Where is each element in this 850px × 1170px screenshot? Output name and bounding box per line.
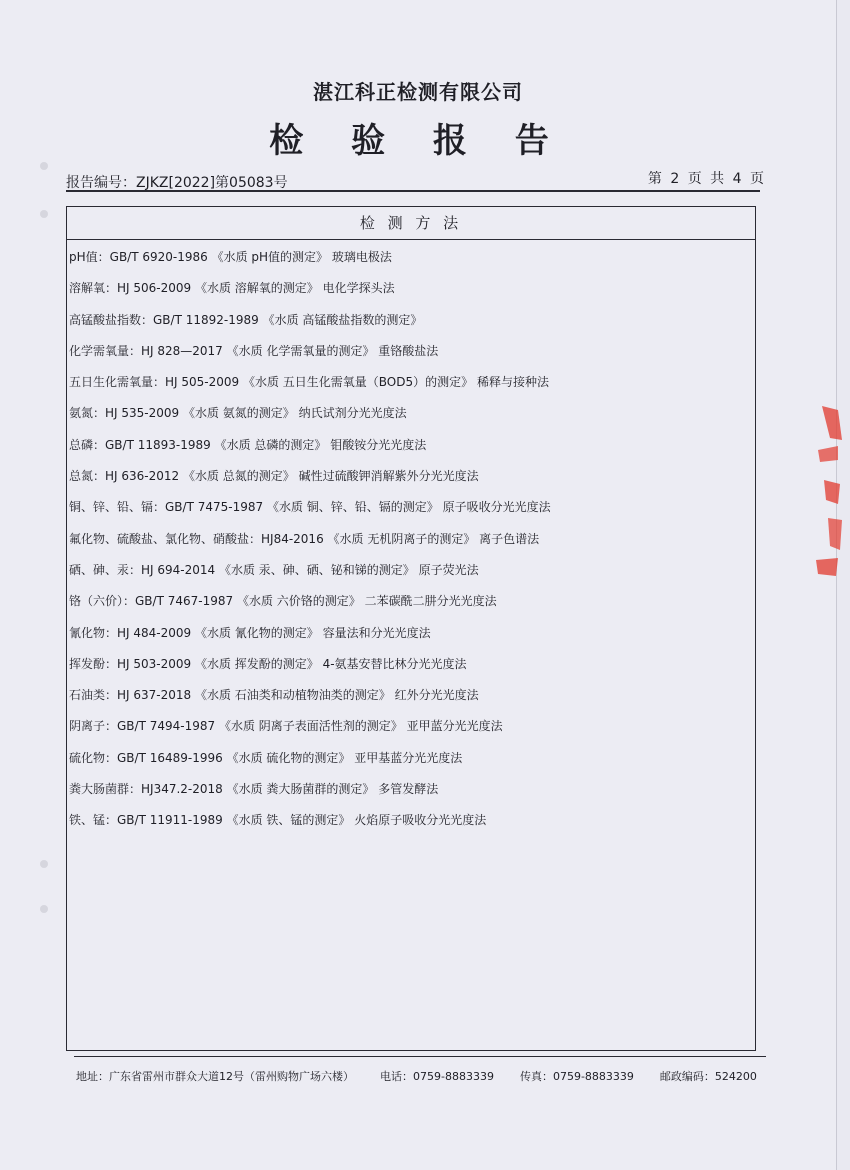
- method-row: 石油类：HJ 637-2018 《水质 石油类和动植物油类的测定》 红外分光光度法: [69, 688, 479, 703]
- page-indicator: 第 2 页 共 4 页: [647, 171, 766, 187]
- company-name: 湛江科正检测有限公司: [313, 80, 523, 104]
- punch-hole: [40, 860, 48, 868]
- method-row: 挥发酚：HJ 503-2009 《水质 挥发酚的测定》 4-氨基安替比林分光光度法: [69, 656, 467, 671]
- method-row: 氨氮：HJ 535-2009 《水质 氨氮的测定》 纳氏试剂分光光度法: [69, 406, 407, 421]
- punch-hole: [40, 162, 48, 170]
- method-row: 硒、砷、汞：HJ 694-2014 《水质 汞、砷、硒、铋和锑的测定》 原子荧光法: [69, 562, 479, 577]
- report-number: 报告编号：ZJKZ[2022]第05083号: [66, 175, 288, 191]
- punch-hole: [40, 210, 48, 218]
- report-title: 检 验 报 告: [269, 121, 567, 161]
- footer-phone: 电话：0759-8883339: [380, 1070, 494, 1083]
- footer: [76, 1068, 766, 1084]
- footer-fax: 传真：0759-8883339: [519, 1070, 634, 1083]
- method-row: 总氮：HJ 636-2012 《水质 总氮的测定》 碱性过硫酸钾消解紫外分光光度法: [69, 469, 479, 484]
- method-row: 铁、锰：GB/T 11911-1989 《水质 铁、锰的测定》 火焰原子吸收分光光度法: [69, 813, 487, 828]
- method-row: 阴离子：GB/T 7494-1987 《水质 阴离子表面活性剂的测定》 亚甲蓝分光光度法: [69, 719, 503, 734]
- method-row: 高锰酸盐指数：GB/T 11892-1989 《水质 高锰酸盐指数的测定》: [69, 312, 423, 327]
- method-row: 粪大肠菌群：HJ347.2-2018 《水质 粪大肠菌群的测定》 多管发酵法: [69, 782, 439, 797]
- punch-hole: [40, 905, 48, 913]
- footer-divider: [74, 1056, 766, 1057]
- footer-postcode: 邮政编码：524200: [659, 1070, 757, 1083]
- table-heading: 检 测 方 法: [67, 207, 755, 240]
- method-row: 化学需氧量：HJ 828—2017 《水质 化学需氧量的测定》 重铬酸盐法: [69, 343, 439, 358]
- method-row: 硫化物：GB/T 16489-1996 《水质 硫化物的测定》 亚甲基蓝分光光度法: [69, 750, 463, 765]
- footer-address: 地址：广东省雷州市群众大道12号（雷州购物广场六楼）: [76, 1070, 354, 1083]
- method-row: 总磷：GB/T 11893-1989 《水质 总磷的测定》 钼酸铵分光光度法: [69, 437, 427, 452]
- method-row: 铬（六价）：GB/T 7467-1987 《水质 六价铬的测定》 二苯碳酰二肼分光光度法: [69, 594, 497, 609]
- seal-stamp-fragment: [808, 400, 844, 580]
- methods-table: [66, 206, 756, 1051]
- method-row: 氰化物：HJ 484-2009 《水质 氰化物的测定》 容量法和分光光度法: [69, 625, 431, 640]
- method-row: 五日生化需氧量：HJ 505-2009 《水质 五日生化需氧量（BOD5）的测定》 稀释与接种法: [69, 375, 549, 390]
- header-divider: [66, 190, 760, 192]
- method-row: 铜、锌、铅、镉：GB/T 7475-1987 《水质 铜、锌、铅、镉的测定》 原子吸收分光光度法: [69, 500, 551, 515]
- method-row: 溶解氧：HJ 506-2009 《水质 溶解氧的测定》 电化学探头法: [69, 281, 395, 296]
- methods-list: [67, 240, 755, 837]
- method-row: pH值：GB/T 6920-1986 《水质 pH值的测定》 玻璃电极法: [69, 250, 392, 264]
- method-row: 氟化物、硫酸盐、氯化物、硝酸盐：HJ84-2016 《水质 无机阴离子的测定》 离子色谱法: [69, 531, 540, 546]
